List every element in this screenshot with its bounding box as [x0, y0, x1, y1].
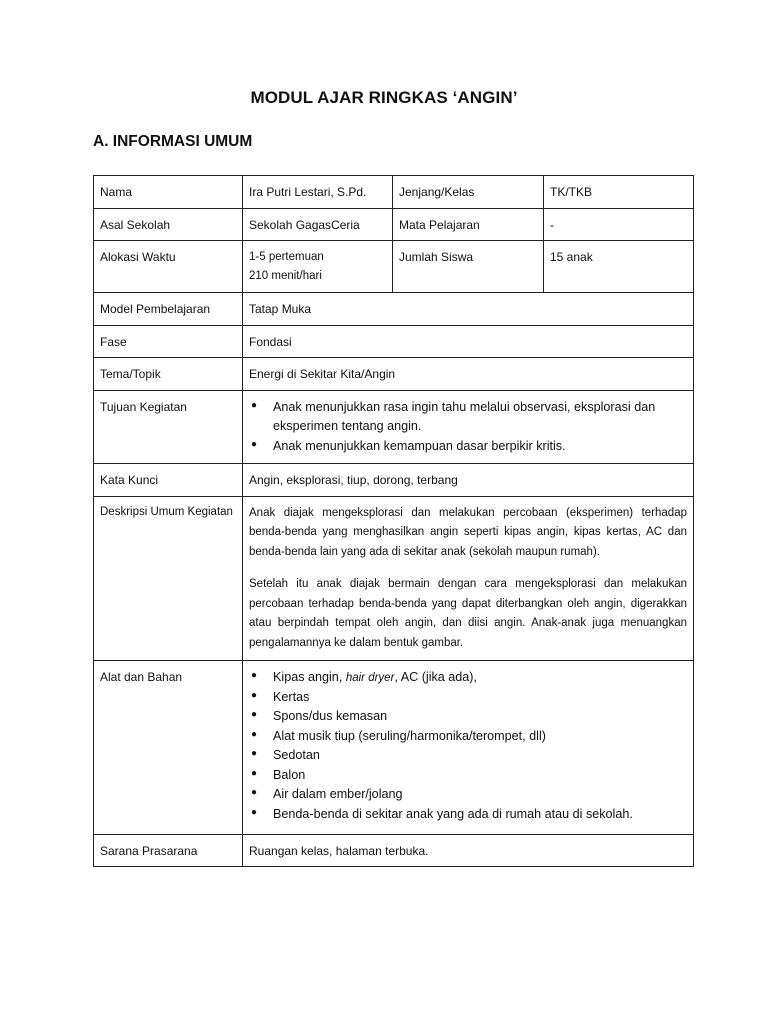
list-item: ● Anak menunjukkan rasa ingin tahu melalui observasi, eksplorasi dan eksperimen tentang angin.	[249, 398, 687, 437]
cell-label: Sarana Prasarana	[94, 834, 243, 867]
list-item: ● Anak menunjukkan kemampuan dasar berpikir kritis.	[249, 437, 687, 457]
table-row	[94, 390, 694, 463]
table-row	[94, 293, 694, 326]
cell-label: Kata Kunci	[94, 463, 243, 496]
list-item: ● Spons/dus kemasan	[249, 707, 687, 727]
list-item: ● Alat musik tiup (seruling/harmonika/terompet, dll)	[249, 727, 687, 747]
alokasi-line: 210 menit/hari	[249, 270, 322, 283]
cell-label: Model Pembelajaran	[94, 293, 243, 326]
list-item: ● Air dalam ember/jolang	[249, 785, 687, 805]
cell-label: Deskripsi Umum Kegiatan	[94, 496, 243, 660]
document-title: MODUL AJAR RINGKAS ‘ANGIN’	[250, 88, 518, 107]
table-row	[94, 660, 694, 834]
cell-value: Sekolah GagasCeria	[243, 208, 393, 241]
cell-value: -	[544, 208, 694, 241]
cell-value: Energi di Sekitar Kita/Angin	[243, 358, 694, 391]
list-item	[249, 668, 687, 688]
alat-list	[249, 668, 687, 824]
tujuan-list	[249, 398, 687, 457]
cell-label: Nama	[94, 176, 243, 209]
cell-value: 15 anak	[544, 241, 694, 293]
cell-label: Mata Pelajaran	[393, 208, 544, 241]
table-row	[94, 176, 694, 209]
cell-label: Asal Sekolah	[94, 208, 243, 241]
table-row	[94, 358, 694, 391]
cell-label: Alat dan Bahan	[94, 660, 243, 834]
deskripsi-paragraph: Setelah itu anak diajak bermain dengan cara mengeksplorasi dan melakukan percobaan terhadap benda-benda yang dapat diterbangkan oleh angin, digerakkan atau berpindah tempat oleh angin, dan diisi angin. Anak-anak juga menuangkan pengalamannya ke dalam bentuk gambar.	[249, 577, 687, 650]
cell-value: Angin, eksplorasi, tiup, dorong, terbang	[243, 463, 694, 496]
table-row	[94, 241, 694, 293]
cell-label: Jumlah Siswa	[393, 241, 544, 293]
cell-label: Jenjang/Kelas	[393, 176, 544, 209]
table-row	[94, 208, 694, 241]
list-item: ● Sedotan	[249, 746, 687, 766]
table-row	[94, 463, 694, 496]
table-row	[94, 496, 694, 660]
info-table	[93, 175, 694, 867]
alokasi-line: 1-5 pertemuan	[249, 251, 324, 264]
cell-value: TK/TKB	[544, 176, 694, 209]
list-item: ● Balon	[249, 766, 687, 786]
cell-value	[243, 390, 694, 463]
table-row	[94, 325, 694, 358]
list-item: ● Kertas	[249, 688, 687, 708]
alat-text: , AC (jika ada),	[394, 669, 477, 684]
section-heading: A. INFORMASI UMUM	[93, 133, 253, 150]
alat-text: Kipas angin,	[273, 669, 346, 684]
cell-value: Fondasi	[243, 325, 694, 358]
cell-value	[243, 660, 694, 834]
cell-label: Tujuan Kegiatan	[94, 390, 243, 463]
cell-label: Alokasi Waktu	[94, 241, 243, 293]
table-row	[94, 834, 694, 867]
cell-value: Ira Putri Lestari, S.Pd.	[243, 176, 393, 209]
cell-value	[243, 496, 694, 660]
cell-label: Fase	[94, 325, 243, 358]
cell-value	[243, 241, 393, 293]
list-item: ● Benda-benda di sekitar anak yang ada di rumah atau di sekolah.	[249, 805, 687, 825]
cell-value: Tatap Muka	[243, 293, 694, 326]
cell-value: Ruangan kelas, halaman terbuka.	[243, 834, 694, 867]
alat-text-italic: hair dryer	[345, 671, 395, 684]
deskripsi-paragraph: Anak diajak mengeksplorasi dan melakukan percobaan (eksperimen) terhadap benda-benda yang menghasilkan angin seperti kipas angin, kipas kertas, AC dan benda-benda lain yang ada di sekitar anak (sekolah maupun rumah).	[249, 506, 687, 559]
cell-label: Tema/Topik	[94, 358, 243, 391]
